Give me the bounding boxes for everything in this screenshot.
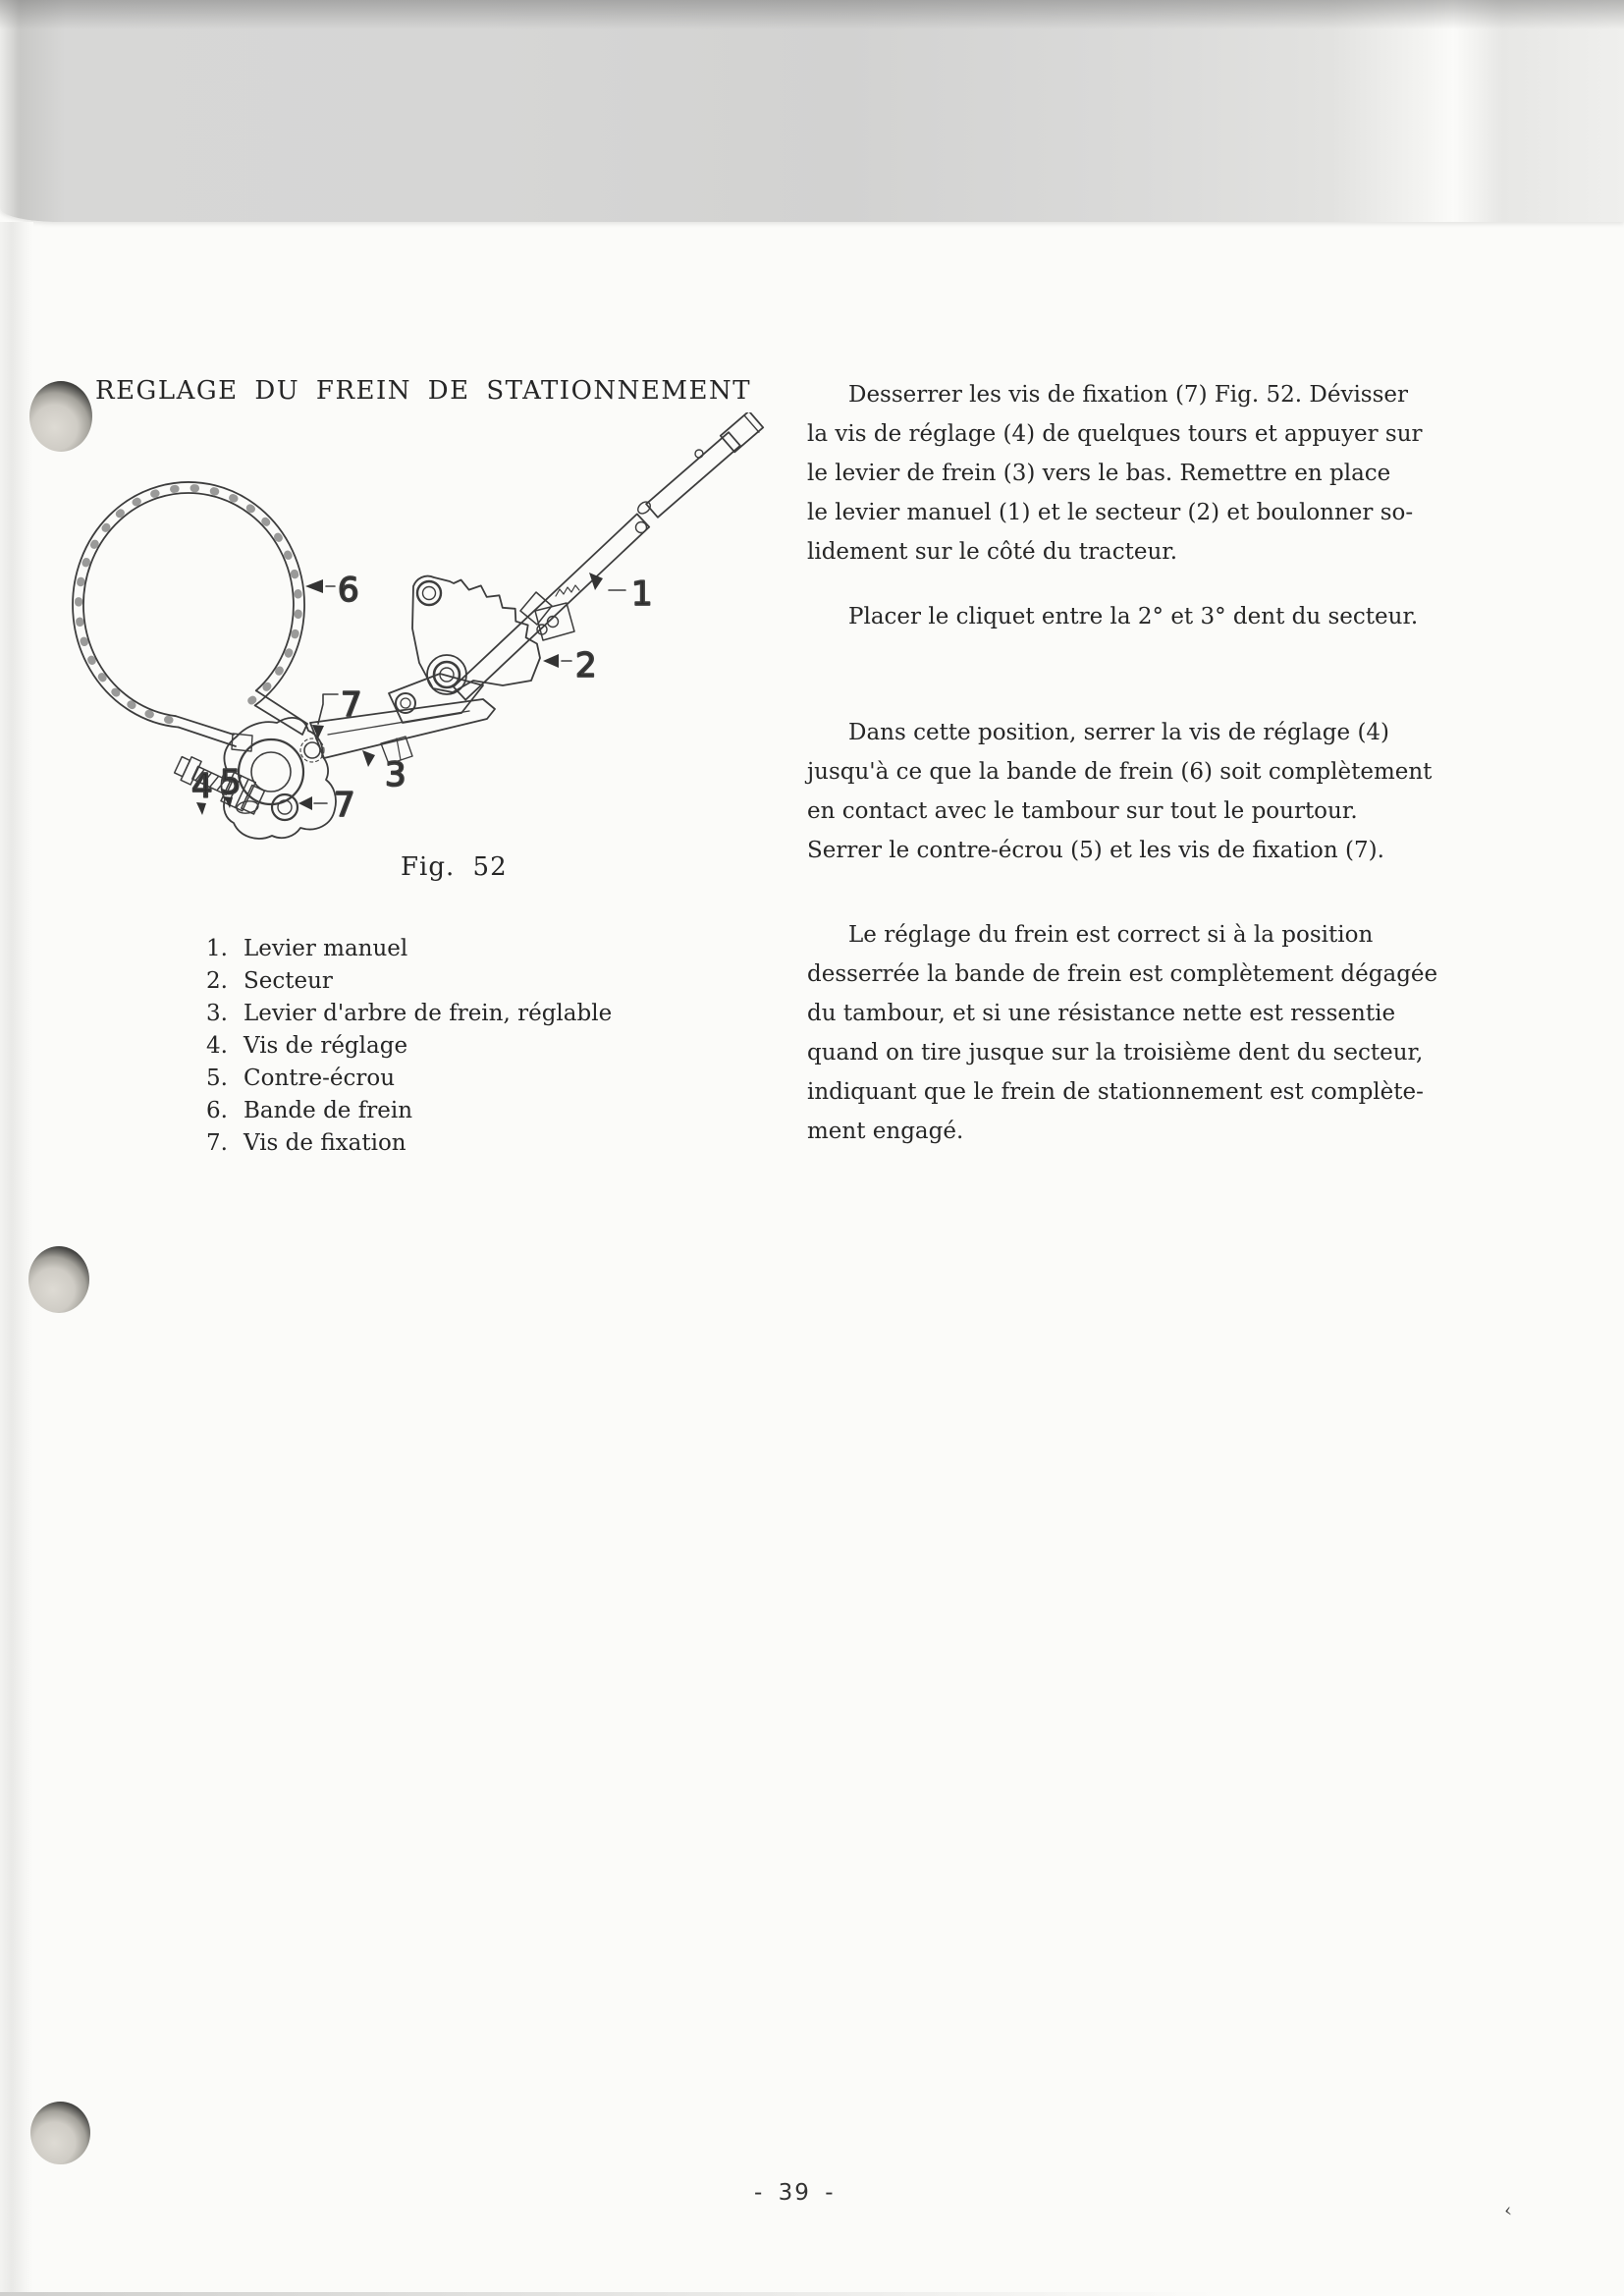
page-bottom-edge-shadow <box>0 2292 1624 2296</box>
legend-item-number: 7. <box>206 1130 228 1156</box>
stray-ink-mark: ‹ <box>1502 2199 1514 2222</box>
text-line: le levier manuel (1) et le secteur (2) et boulonner so- <box>807 500 1414 525</box>
callout-4: 4 <box>191 767 213 806</box>
callout-2: 2 <box>575 646 597 685</box>
text-line: ment engagé. <box>807 1119 964 1144</box>
text-line: le levier de frein (3) vers le bas. Remettre en place <box>807 461 1391 486</box>
callout-5: 5 <box>220 763 242 802</box>
legend-item-number: 4. <box>206 1033 228 1059</box>
paragraph-4 <box>807 915 1524 1151</box>
brake-mechanism-diagram <box>59 412 825 874</box>
scanner-band <box>0 0 1624 222</box>
text-line: du tambour, et si une résistance nette est ressentie <box>807 1001 1396 1026</box>
text-line: Le réglage du frein est correct si à la position <box>848 922 1374 948</box>
text-line: Desserrer les vis de fixation (7) Fig. 52. Dévisser <box>848 382 1409 408</box>
paragraph-2 <box>807 597 1524 636</box>
sector-part <box>412 576 574 694</box>
legend-item-text: Vis de réglage <box>244 1033 408 1059</box>
text-line: jusqu'à ce que la bande de frein (6) soit complètement <box>807 759 1433 785</box>
callout-3: 3 <box>385 755 406 794</box>
legend-item <box>206 933 612 965</box>
callout-7-upper: 7 <box>341 685 362 725</box>
legend-item-text: Bande de frein <box>244 1098 413 1123</box>
legend-item-text: Contre-écrou <box>244 1066 396 1091</box>
punch-hole-bottom <box>30 2102 90 2164</box>
paragraph-1 <box>807 375 1524 572</box>
callout-6: 6 <box>338 571 359 610</box>
text-line: la vis de réglage (4) de quelques tours et appuyer sur <box>807 421 1423 447</box>
text-line: lidement sur le côté du tracteur. <box>807 539 1178 565</box>
hand-lever-part <box>454 412 763 700</box>
page-left-edge-shadow <box>0 222 33 2296</box>
text-line: indiquant que le frein de stationnement est complète- <box>807 1079 1424 1105</box>
callout-7-lower: 7 <box>334 786 355 825</box>
legend-item <box>206 1063 612 1095</box>
parts-legend <box>206 933 612 1160</box>
punch-hole-middle <box>28 1246 89 1313</box>
legend-item-text: Secteur <box>244 968 333 994</box>
legend-item-number: 1. <box>206 936 228 961</box>
legend-item <box>206 965 612 998</box>
legend-item-number: 6. <box>206 1098 228 1123</box>
legend-item-number: 2. <box>206 968 228 994</box>
legend-item <box>206 998 612 1030</box>
text-line: quand on tire jusque sur la troisième dent du secteur, <box>807 1040 1424 1066</box>
legend-item <box>206 1030 612 1063</box>
legend-item <box>206 1095 612 1127</box>
legend-item <box>206 1127 612 1160</box>
text-line: Dans cette position, serrer la vis de réglage (4) <box>848 720 1390 745</box>
text-line: en contact avec le tambour sur tout le pourtour. <box>807 798 1358 824</box>
legend-item-text: Levier manuel <box>244 936 408 961</box>
legend-item-number: 3. <box>206 1001 228 1026</box>
paragraph-3 <box>807 713 1524 870</box>
legend-item-number: 5. <box>206 1066 228 1091</box>
text-line: Placer le cliquet entre la 2° et 3° dent du secteur. <box>848 604 1419 629</box>
figure-caption: Fig. 52 <box>401 852 508 882</box>
section-title: REGLAGE DU FREIN DE STATIONNEMENT <box>95 376 752 406</box>
text-line: desserrée la bande de frein est complètement dégagée <box>807 961 1438 987</box>
brake-band-part <box>73 482 307 751</box>
legend-item-text: Levier d'arbre de frein, réglable <box>244 1001 613 1026</box>
callout-1: 1 <box>631 574 653 614</box>
text-line: Serrer le contre-écrou (5) et les vis de fixation (7). <box>807 838 1384 863</box>
page-number: - 39 - <box>754 2180 836 2206</box>
legend-item-text: Vis de fixation <box>244 1130 406 1156</box>
